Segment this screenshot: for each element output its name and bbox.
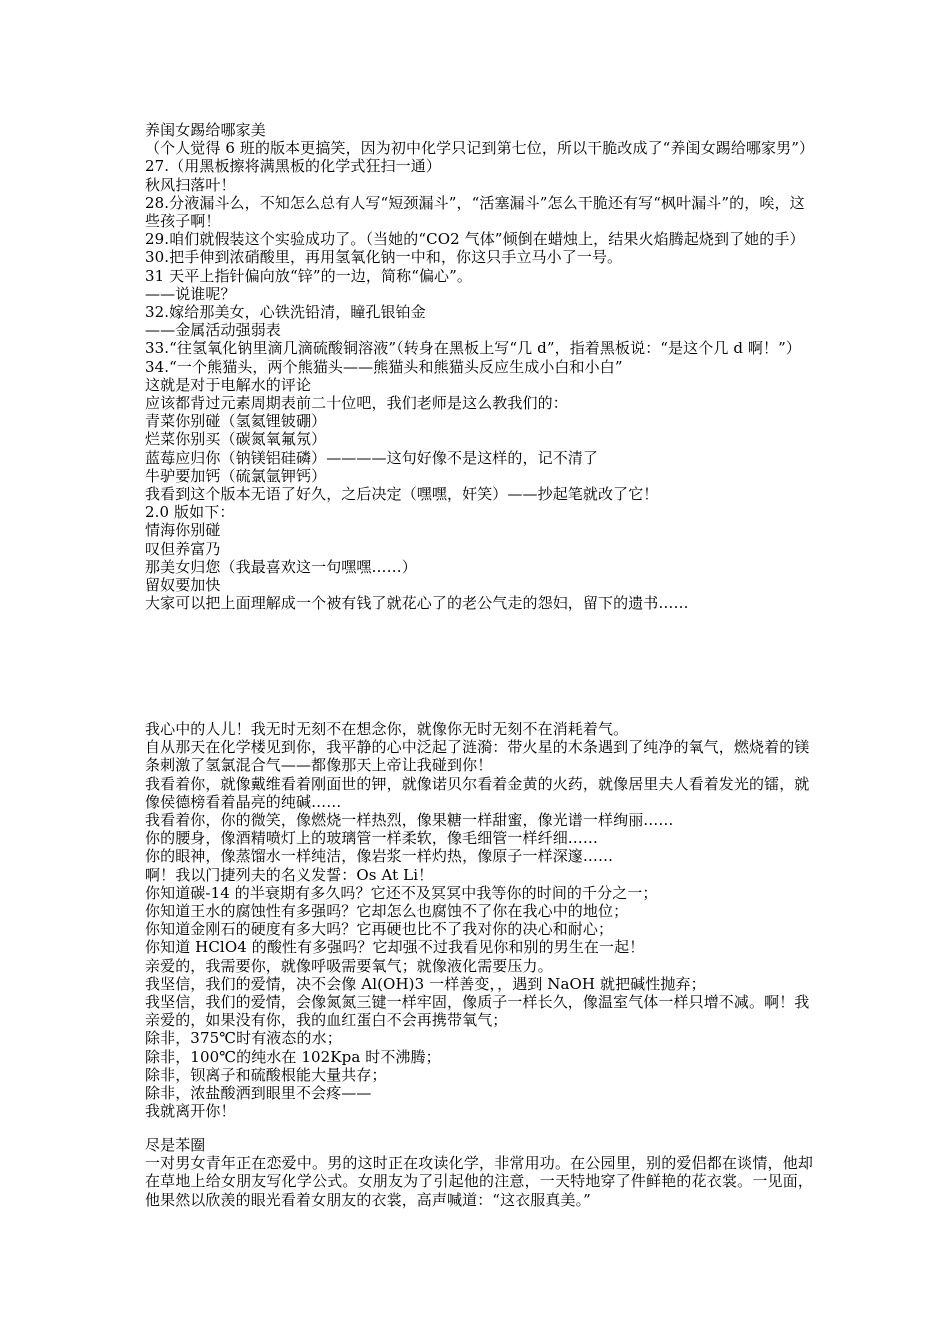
text-line: 除非，浓盐酸洒到眼里不会疼——	[145, 1084, 372, 1103]
text-line: 秋风扫落叶！	[145, 175, 236, 194]
text-line: 27.（用黑板擦将满黑板的化学式狂扫一通）	[145, 157, 441, 176]
text-line: 你的眼神，像蒸馏水一样纯洁，像岩浆一样灼热，像原子一样深邃……	[145, 847, 614, 866]
text-line: 大家可以把上面理解成一个被有钱了就花心了的老公气走的怨妇，留下的遗书……	[145, 594, 689, 613]
text-line: 除非，100℃的纯水在 102Kpa 时不沸腾；	[145, 1047, 441, 1066]
text-line: 自从那天在化学楼见到你，我平静的心中泛起了涟漪：带火星的木条遇到了纯净的氧气，燃烧着的镁条刺激了氢氯混合气——都像那天上帝让我碰到你！	[145, 738, 810, 775]
jokes-section	[145, 121, 813, 612]
text-line: 除非，375℃时有液态的水；	[145, 1029, 342, 1048]
text-line: 28.分液漏斗么，不知怎么总有人写“短颈漏斗”，“活塞漏斗”怎么干脆还有写“枫叶漏斗”的，唉，这些孩子啊！	[145, 193, 805, 231]
text-line: 牛驴要加钙（硫氯氩钾钙）	[145, 466, 327, 485]
text-line: 我坚信，我们的爱情，会像氮氮三键一样牢固，像质子一样长久，像温室气体一样只增不减。啊！我亲爱的，如果没有你，我的血红蛋白不会再携带氧气；	[145, 993, 810, 1030]
story-section	[145, 1136, 813, 1209]
text-line: 啊！我以门捷列夫的名义发誓：Os At Li！	[145, 865, 434, 884]
text-line: ——说谁呢？	[145, 284, 236, 303]
text-line: 34.“一个熊猫头，两个熊猫头——熊猫头和熊猫头反应生成小白和小白”	[145, 357, 623, 376]
text-line: 我心中的人儿！我无时无刻不在想念你，就像你无时无刻不在消耗着气。	[145, 720, 629, 738]
text-line: 你知道王水的腐蚀性有多强吗？它却怎么也腐蚀不了你在我心中的地位；	[145, 902, 629, 921]
text-line: 养闺女踢给哪家美	[145, 121, 266, 139]
text-line: 32.嫁给那美女，心铁洗铅清，瞳孔银铂金	[145, 303, 426, 322]
text-line: 我就离开你！	[145, 1102, 236, 1121]
text-line: 你知道碳-14 的半衰期有多久吗？它还不及冥冥中我等你的时间的千分之一；	[145, 883, 658, 902]
text-line: 除非，钡离子和硫酸根能大量共存；	[145, 1065, 387, 1084]
love-letter-section	[145, 720, 813, 1120]
text-line: 青菜你别碰（氢氦锂铍硼）	[145, 412, 327, 431]
text-line: （个人觉得 6 班的版本更搞笑，因为初中化学只记到第七位，所以干脆改成了“养闺女踢给哪家男”）	[145, 139, 815, 158]
text-line: 我看到这个版本无语了好久，之后决定（嘿嘿，奸笑）——抄起笔就改了它！	[145, 485, 659, 504]
text-line: 33.“往氢氧化钠里滴几滴硫酸铜溶液”（转身在黑板上写“几 d”，指着黑板说：“是这个几 d 啊！”）	[145, 339, 801, 358]
text-line: 这就是对于电解水的评论	[145, 375, 312, 394]
text-line: 应该都背过元素周期表前二十位吧，我们老师是这么教我们的：	[145, 394, 568, 413]
text-line: 29.咱们就假装这个实验成功了。（当她的“CO2 气体”倾倒在蜡烛上，结果火焰腾起烧到了她的手）	[145, 230, 805, 249]
text-line: 烂菜你别买（碳氮氧氟氖）	[145, 430, 327, 449]
text-line: 31 天平上指针偏向放“锌”的一边，简称“偏心”。	[145, 266, 473, 285]
story-title: 尽是苯圈	[145, 1136, 206, 1154]
text-line: 你的腰身，像酒精喷灯上的玻璃管一样柔软，像毛细管一样纤细……	[145, 829, 599, 848]
text-line: 30.把手伸到浓硝酸里，再用氢氧化钠一中和，你这只手立马小了一号。	[145, 248, 623, 267]
text-line: 你知道金刚石的硬度有多大吗？它再硬也比不了我对你的决心和耐心；	[145, 920, 614, 939]
text-line: 你知道 HClO4 的酸性有多强吗？它却强不过我看见你和别的男生在一起！	[145, 938, 645, 957]
text-line: 我坚信，我们的爱情，决不会像 Al(OH)3 一样善变，，遇到 NaOH 就把碱性抛弃；	[145, 974, 706, 993]
text-line: 蓝莓应归你（钠镁铝硅磷）————这句好像不是这样的，记不清了	[145, 448, 599, 467]
text-line: 亲爱的，我需要你，就像呼吸需要氧气；就像液化需要压力。	[145, 956, 553, 975]
text-line: 叹但养富乃	[145, 539, 221, 558]
text-line: 情海你别碰	[145, 521, 221, 540]
text-line: ——金属活动强弱表	[145, 321, 281, 340]
text-line: 留奴要加快	[145, 576, 221, 595]
text-line: 我看着你，就像戴维看着刚面世的钾，就像诺贝尔看着金黄的火药，就像居里夫人看着发光的镭，就像侯德榜看着晶亮的纯碱……	[145, 774, 810, 811]
text-line: 2.0 版如下：	[145, 503, 235, 522]
story-paragraph: 一对男女青年正在恋爱中。男的这时正在攻读化学，非常用功。在公园里，别的爱侣都在谈情，他却在草地上给女朋友写化学公式。女朋友为了引起他的注意，一天特地穿了件鲜艳的花衣裳。一见面，他果然以欣羡的眼光看着女朋友的衣裳，高声喊道：“这衣服真美。”	[145, 1154, 813, 1209]
text-line: 我看着你，你的微笑，像燃烧一样热烈，像果糖一样甜蜜，像光谱一样绚丽……	[145, 811, 674, 830]
text-line: 那美女归您（我最喜欢这一句嘿嘿……）	[145, 557, 417, 576]
